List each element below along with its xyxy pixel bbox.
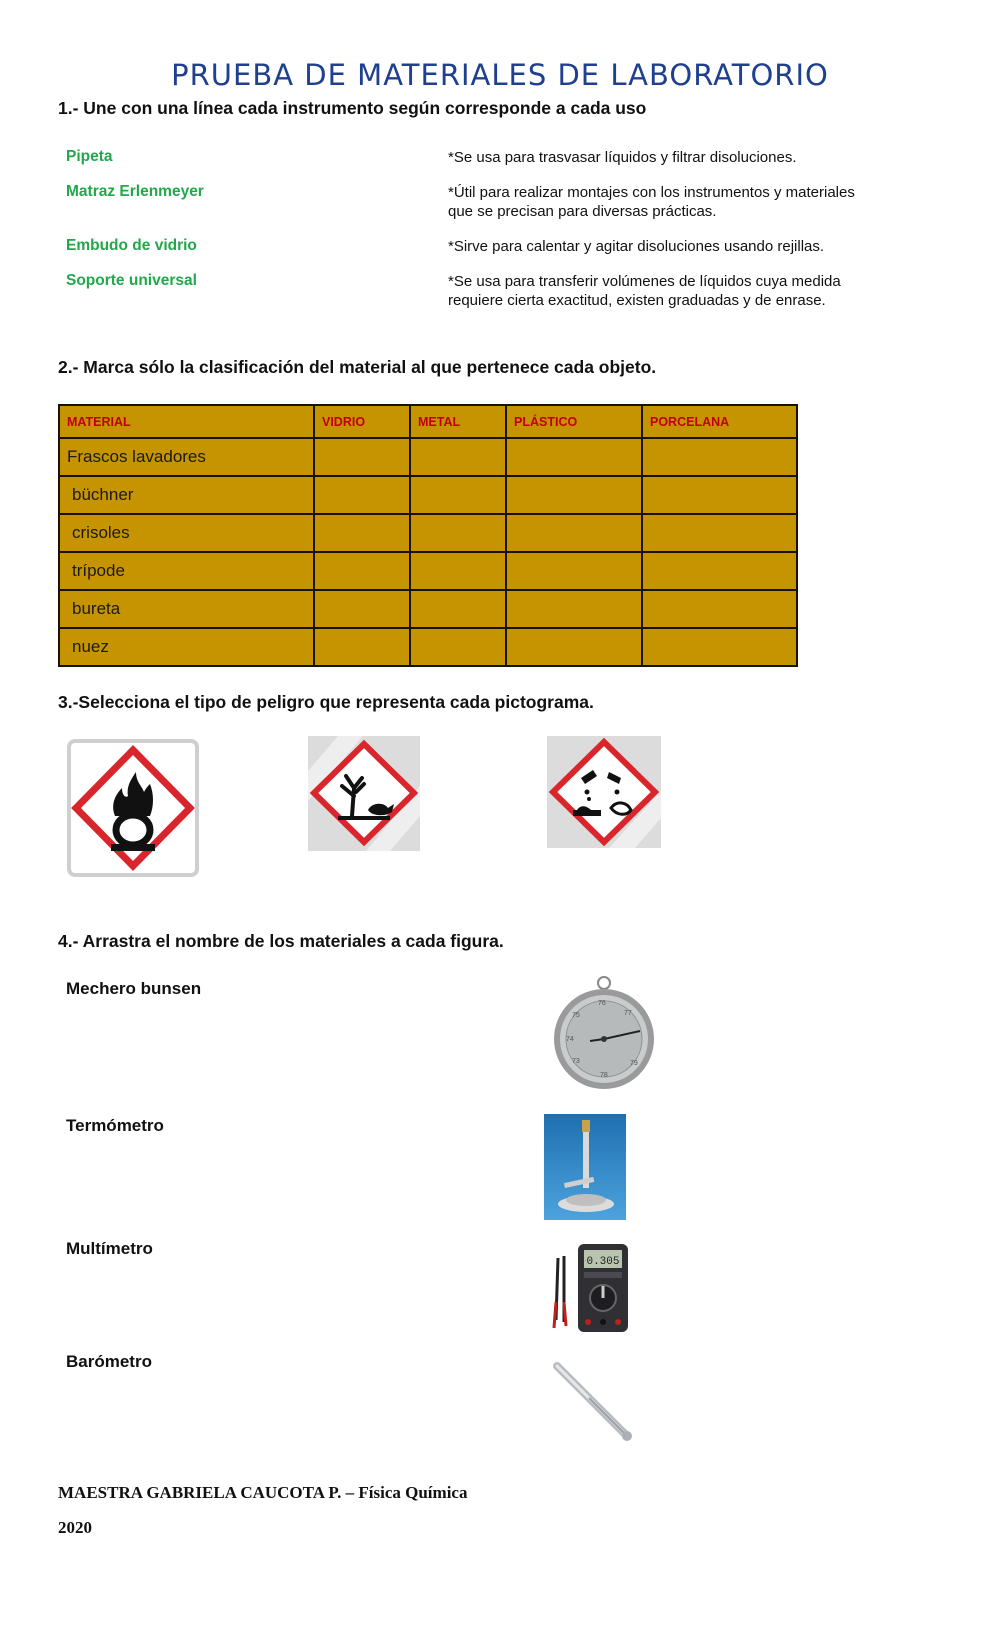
corrosive-icon[interactable] xyxy=(547,736,661,848)
cell-metal[interactable] xyxy=(410,476,506,514)
classification-table xyxy=(58,404,798,667)
svg-text:79: 79 xyxy=(630,1060,638,1067)
cell-metal[interactable] xyxy=(410,514,506,552)
header-vidrio: VIDRIO xyxy=(314,405,410,438)
use-2[interactable]: *Útil para realizar montajes con los instrumentos y materiales que se precisan para diversas prácticas. xyxy=(448,184,855,220)
cell-plastico[interactable] xyxy=(506,590,642,628)
instrument-matraz[interactable]: Matraz Erlenmeyer xyxy=(66,183,204,200)
cell-plastico[interactable] xyxy=(506,514,642,552)
use-1[interactable]: *Se usa para trasvasar líquidos y filtrar disoluciones. xyxy=(448,149,797,166)
barometer-image xyxy=(550,975,658,1093)
label-termometro[interactable]: Termómetro xyxy=(66,1116,164,1135)
header-material: MATERIAL xyxy=(59,405,314,438)
svg-text:77: 77 xyxy=(624,1010,632,1017)
cell-porcelana[interactable] xyxy=(642,476,797,514)
svg-text:75: 75 xyxy=(572,1012,580,1019)
row-name: bureta xyxy=(59,590,314,628)
footer-year: 2020 xyxy=(58,1518,92,1537)
svg-text:73: 73 xyxy=(572,1058,580,1065)
question-1-prompt: 1.- Une con una línea cada instrumento según corresponde a cada uso xyxy=(58,98,647,118)
row-name: büchner xyxy=(59,476,314,514)
cell-porcelana[interactable] xyxy=(642,552,797,590)
cell-plastico[interactable] xyxy=(506,476,642,514)
question-2-prompt: 2.- Marca sólo la clasificación del material al que pertenece cada objeto. xyxy=(58,357,657,377)
cell-metal[interactable] xyxy=(410,590,506,628)
question-4-prompt: 4.- Arrastra el nombre de los materiales a cada figura. xyxy=(58,931,504,951)
row-name: Frascos lavadores xyxy=(59,438,314,476)
header-metal: METAL xyxy=(410,405,506,438)
label-barometro[interactable]: Barómetro xyxy=(66,1352,152,1371)
table-row xyxy=(59,628,797,666)
svg-text:76: 76 xyxy=(598,1000,606,1007)
cell-porcelana[interactable] xyxy=(642,590,797,628)
label-mechero[interactable]: Mechero bunsen xyxy=(66,979,202,998)
cell-metal[interactable] xyxy=(410,438,506,476)
svg-text:74: 74 xyxy=(566,1036,574,1043)
cell-vidrio[interactable] xyxy=(314,552,410,590)
cell-vidrio[interactable] xyxy=(314,590,410,628)
page-title: PRUEBA DE MATERIALES DE LABORATORIO xyxy=(171,58,829,92)
cell-plastico[interactable] xyxy=(506,552,642,590)
cell-metal[interactable] xyxy=(410,628,506,666)
instrument-soporte[interactable]: Soporte universal xyxy=(66,272,197,289)
multimeter-image xyxy=(544,1240,634,1336)
use-4[interactable]: *Se usa para transferir volúmenes de líquidos cuya medida requiere cierta exactitud, existen graduadas y de enrase. xyxy=(448,273,841,309)
header-plastico: PLÁSTICO xyxy=(506,405,642,438)
table-row xyxy=(59,476,797,514)
instrument-pipeta[interactable]: Pipeta xyxy=(66,148,113,165)
multimeter-display: 0.305 xyxy=(586,1256,620,1268)
cell-metal[interactable] xyxy=(410,552,506,590)
cell-porcelana[interactable] xyxy=(642,628,797,666)
row-name: trípode xyxy=(59,552,314,590)
table-header-row xyxy=(59,405,797,438)
row-name: crisoles xyxy=(59,514,314,552)
cell-vidrio[interactable] xyxy=(314,438,410,476)
bunsen-burner-image xyxy=(544,1114,626,1220)
question-3-prompt: 3.-Selecciona el tipo de peligro que representa cada pictograma. xyxy=(58,692,594,712)
cell-vidrio[interactable] xyxy=(314,514,410,552)
footer-author: MAESTRA GABRIELA CAUCOTA P. – Física Química xyxy=(58,1483,468,1502)
cell-plastico[interactable] xyxy=(506,438,642,476)
cell-vidrio[interactable] xyxy=(314,476,410,514)
cell-vidrio[interactable] xyxy=(314,628,410,666)
table-row xyxy=(59,514,797,552)
use-3[interactable]: *Sirve para calentar y agitar disoluciones usando rejillas. xyxy=(448,238,825,255)
table-row xyxy=(59,552,797,590)
svg-text:78: 78 xyxy=(600,1072,608,1079)
label-multimetro[interactable]: Multímetro xyxy=(66,1239,153,1258)
table-row xyxy=(59,590,797,628)
table-row xyxy=(59,438,797,476)
cell-porcelana[interactable] xyxy=(642,514,797,552)
environment-hazard-icon[interactable] xyxy=(308,736,420,851)
cell-plastico[interactable] xyxy=(506,628,642,666)
row-name: nuez xyxy=(59,628,314,666)
thermometer-image xyxy=(545,1354,641,1444)
cell-porcelana[interactable] xyxy=(642,438,797,476)
header-porcelana: PORCELANA xyxy=(642,405,797,438)
instrument-embudo[interactable]: Embudo de vidrio xyxy=(66,237,197,254)
flame-over-circle-icon[interactable] xyxy=(66,738,200,878)
